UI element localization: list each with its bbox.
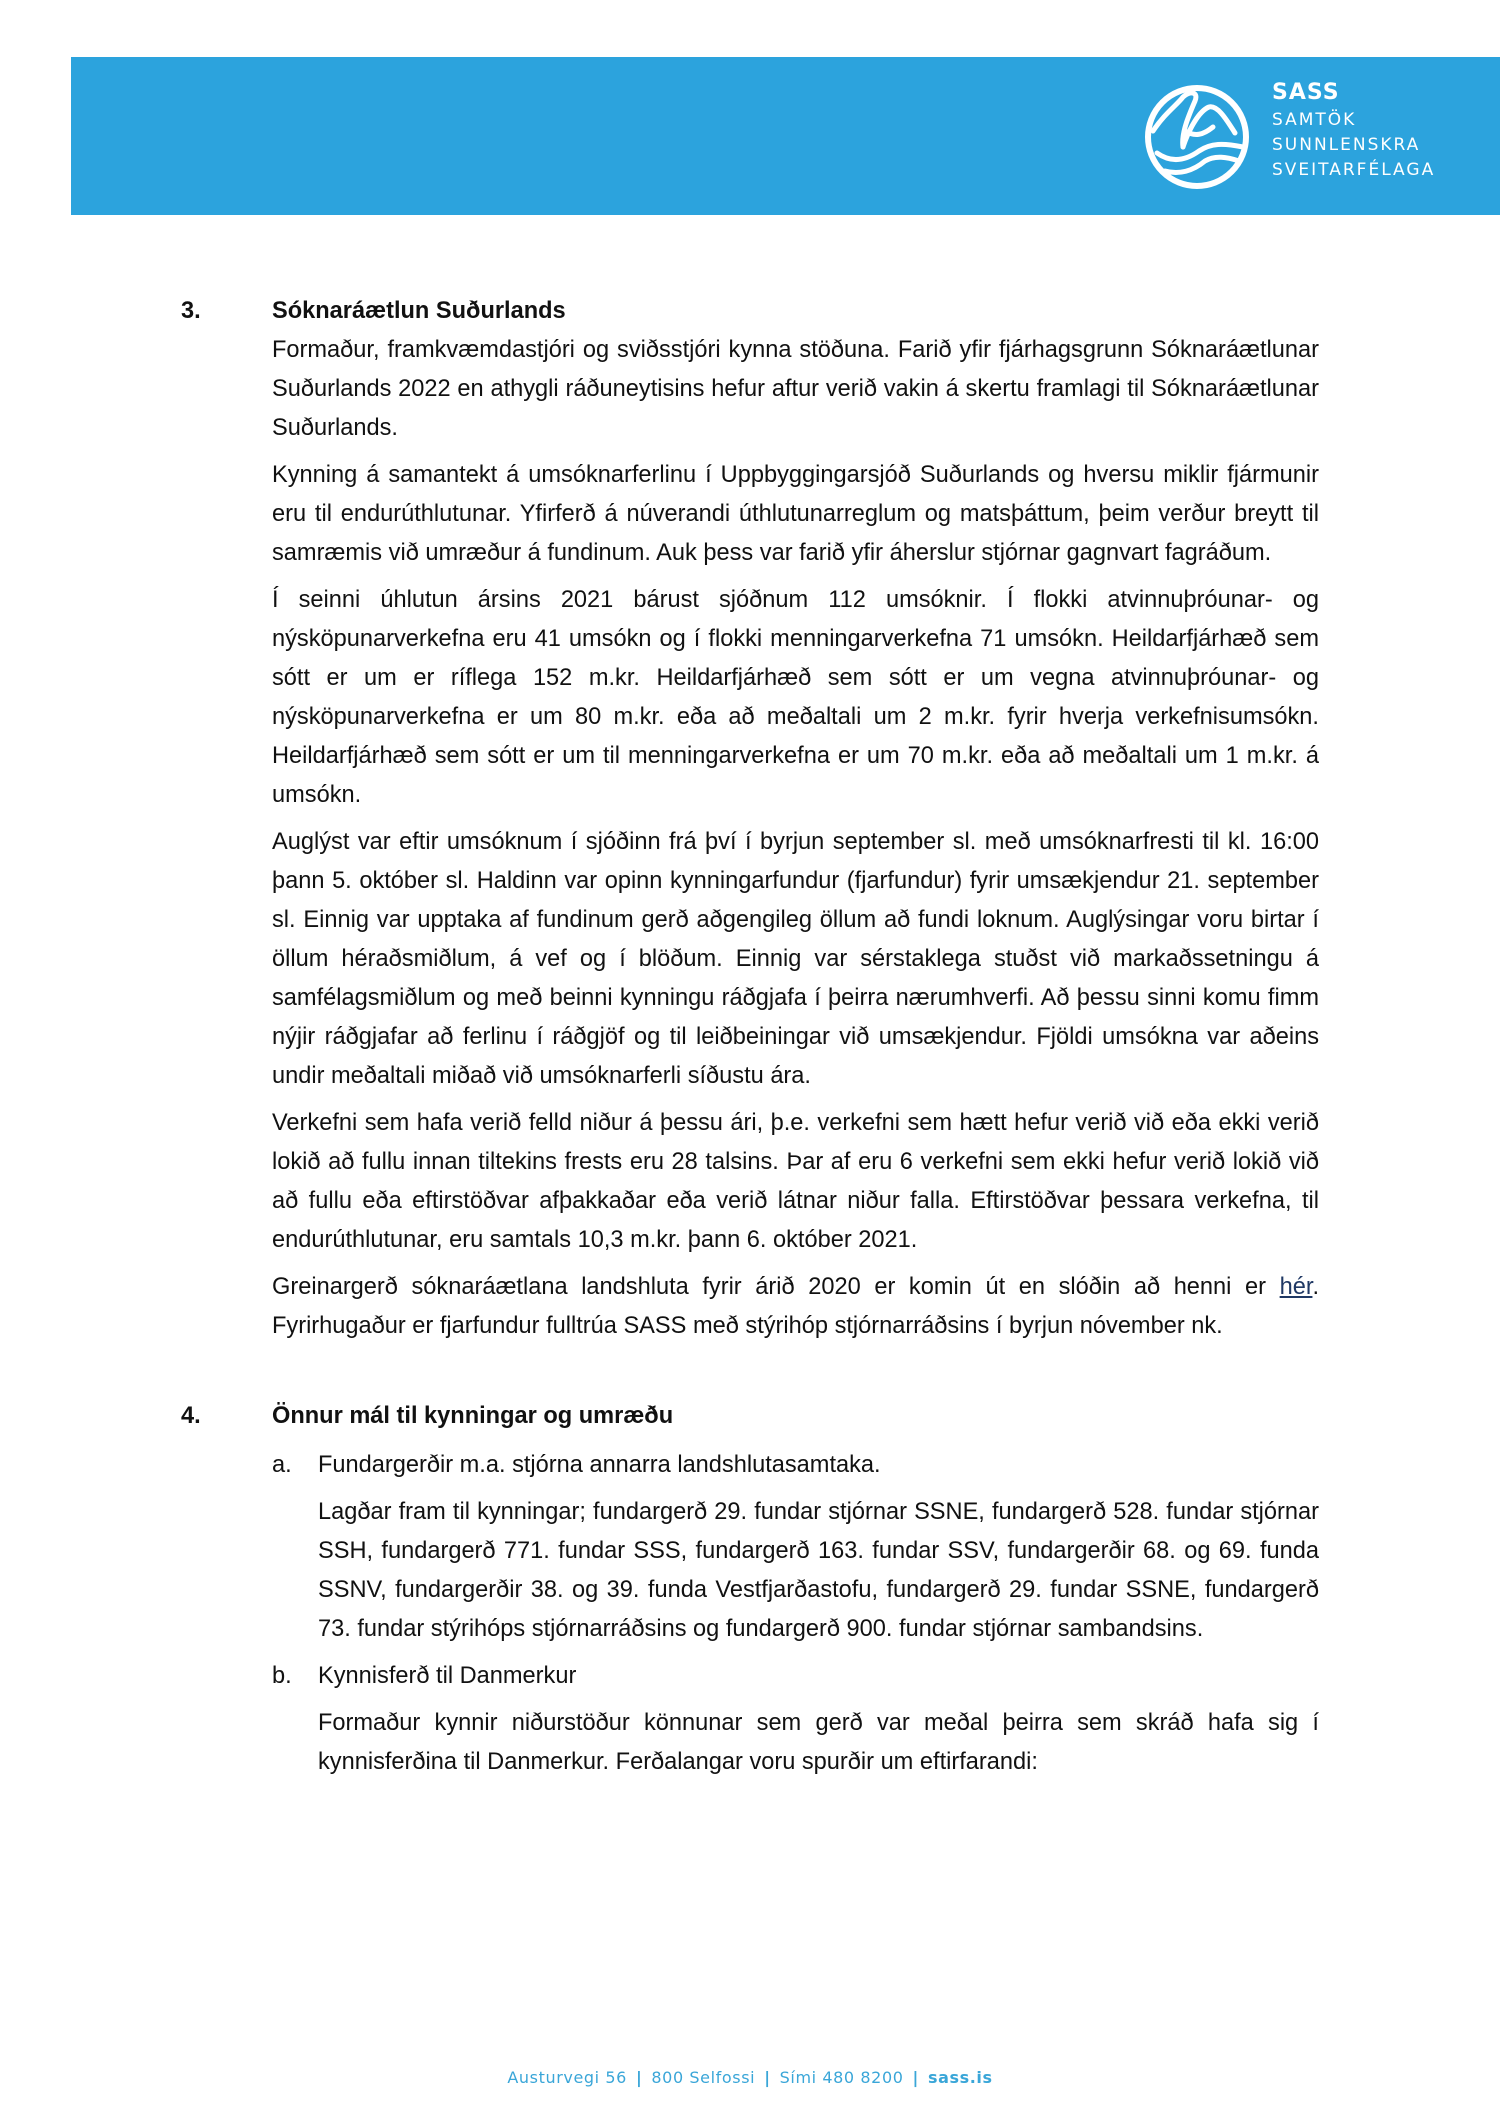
section-heading [181, 293, 1319, 329]
footer-website-link[interactable]: sass.is [927, 2068, 993, 2087]
section-number: 3. [181, 298, 201, 324]
footer-phone: Sími 480 8200 [779, 2068, 904, 2087]
footer-postal: 800 Selfossi [651, 2068, 756, 2087]
sub-item-body [318, 1704, 1319, 1782]
paragraph: Formaður, framkvæmdastjóri og sviðsstjóri kynna stöðuna. Farið yfir fjárhagsgrunn Sóknaráætlunar Suðurlands 2022 en athygli ráðuneytisins hefur aftur verið vakin á skertu framlagi til Sóknaráætlunar Suðurlands. [272, 337, 1319, 441]
document-body [181, 293, 1319, 1790]
brand-subtitle-line-2: SUNNLENSKRA [1272, 135, 1421, 155]
sub-item-heading [272, 1657, 1319, 1696]
footer-separator: | [912, 2068, 919, 2087]
logo-text [1272, 82, 1435, 187]
report-link[interactable]: hér [1279, 1274, 1313, 1300]
brand-subtitle-line-1: SAMTÖK [1272, 110, 1357, 130]
section-3 [181, 293, 1319, 1346]
paragraph: Lagðar fram til kynningar; fundargerð 29. fundar stjórnar SSNE, fundargerð 528. fundar stjórnar SSH, fundargerð 771. fundar SSS, fundargerð 163. fundar SSV, fundargerðir 68. og 69. funda SSNV, fundargerðir 38. og 39. funda Vestfjarðastofu, fundargerð 29. fundar SSNE, fundargerð 73. fundar stýrihóps stjórnarráðsins og fundargerð 900. fundar stjórnar sambandsins. [318, 1499, 1319, 1642]
footer-address: Austurvegi 56 [507, 2068, 627, 2087]
paragraph: Formaður kynnir niðurstöður könnunar sem gerð var meðal þeirra sem skráð hafa sig í kynnisferðina til Danmerkur. Ferðalangar voru spurðir um eftirfarandi: [318, 1710, 1319, 1775]
page-footer [0, 2068, 1500, 2087]
section-title: Sóknaráætlun Suðurlands [272, 298, 566, 324]
brand-subtitle-line-3: SVEITARFÉLAGA [1272, 160, 1436, 180]
section-number: 4. [181, 1403, 201, 1429]
brand-name: SASS [1272, 80, 1340, 105]
footer-separator: | [764, 2068, 771, 2087]
section-heading [181, 1398, 1319, 1434]
sub-item-title: Fundargerðir m.a. stjórna annarra landshlutasamtaka. [318, 1452, 881, 1478]
sub-item-a [272, 1446, 1319, 1649]
section-title: Önnur mál til kynningar og umræðu [272, 1403, 674, 1429]
paragraph: Verkefni sem hafa verið felld niður á þessu ári, þ.e. verkefni sem hætt hefur verið við eða ekki verið lokið að fullu innan tiltekins frests eru 28 talsins. Þar af eru 6 verkefni sem ekki hefur verið lokið við að fullu eða eftirstöðvar afþakkaðar eða verið látnar niður falla. Eftirstöðvar þessara verkefna, til endurúthlutunar, eru samtals 10,3 m.kr. þann 6. október 2021. [272, 1110, 1319, 1253]
sub-item-title: Kynnisferð til Danmerkur [318, 1663, 577, 1689]
paragraph: Í seinni úhlutun ársins 2021 bárust sjóðnum 112 umsóknir. Í flokki atvinnuþróunar- og nýsköpunarverkefna eru 41 umsókn og í flokki menningarverkefna 71 umsókn. Heildarfjárhæð sem sótt er um er ríflega 152 m.kr. Heildarfjárhæð sem sótt er um vegna atvinnuþróunar- og nýsköpunarverkefna er um 80 m.kr. eða að meðaltali um 2 m.kr. fyrir hverja verkefnisumsókn. Heildarfjárhæð sem sótt er um til menningarverkefna er um 70 m.kr. eða að meðaltali um 1 m.kr. á umsókn. [272, 587, 1319, 808]
paragraph-text: Greinargerð sóknaráætlana landshluta fyrir árið 2020 er komin út en slóðin að henni er [272, 1274, 1280, 1300]
sub-item-heading [272, 1446, 1319, 1485]
sub-item-letter: b. [272, 1663, 292, 1689]
paragraph: Auglýst var eftir umsóknum í sjóðinn frá því í byrjun september sl. með umsóknarfresti til kl. 16:00 þann 5. október sl. Haldinn var opinn kynningarfundur (fjarfundur) fyrir umsækjendur 21. september sl. Einnig var upptaka af fundinum gerð aðgengileg öllum að fundi loknum. Auglýsingar voru birtar í öllum héraðsmiðlum, á vef og í blöðum. Einnig var sérstaklega stuðst við markaðssetningu á samfélagsmiðlum og með beinni kynningu ráðgjafa í þeirra nærumhverfi. Að þessu sinni komu fimm nýjir ráðgjafar að ferlinu í ráðgjöf og til leiðbeiningar við umsækjendur. Fjöldi umsókna var aðeins undir meðaltali miðað við umsóknarferli síðustu ára. [272, 829, 1319, 1089]
section-body [272, 331, 1319, 1346]
paragraph-text: . Fyrirhugaður er fjarfundur fulltrúa SASS með stýrihóp stjórnarráðsins í byrjun nóvember nk. [272, 1274, 1319, 1339]
sub-item-letter: a. [272, 1452, 292, 1478]
sass-logo-icon [1143, 83, 1251, 191]
section-4 [181, 1398, 1319, 1782]
footer-separator: | [635, 2068, 643, 2087]
paragraph: Kynning á samantekt á umsóknarferlinu í Uppbyggingarsjóð Suðurlands og hversu miklir fjármunir eru til endurúthlutunar. Yfirferð á núverandi úthlutunarreglum og matsþáttum, þeim verður breytt til samræmis við umræður á fundinum. Auk þess var farið yfir áherslur stjórnar gagnvart fagráðum. [272, 462, 1319, 566]
sub-item-body [318, 1493, 1319, 1649]
section-body [272, 1446, 1319, 1782]
paragraph-with-link [272, 1268, 1319, 1346]
sub-item-b [272, 1657, 1319, 1782]
